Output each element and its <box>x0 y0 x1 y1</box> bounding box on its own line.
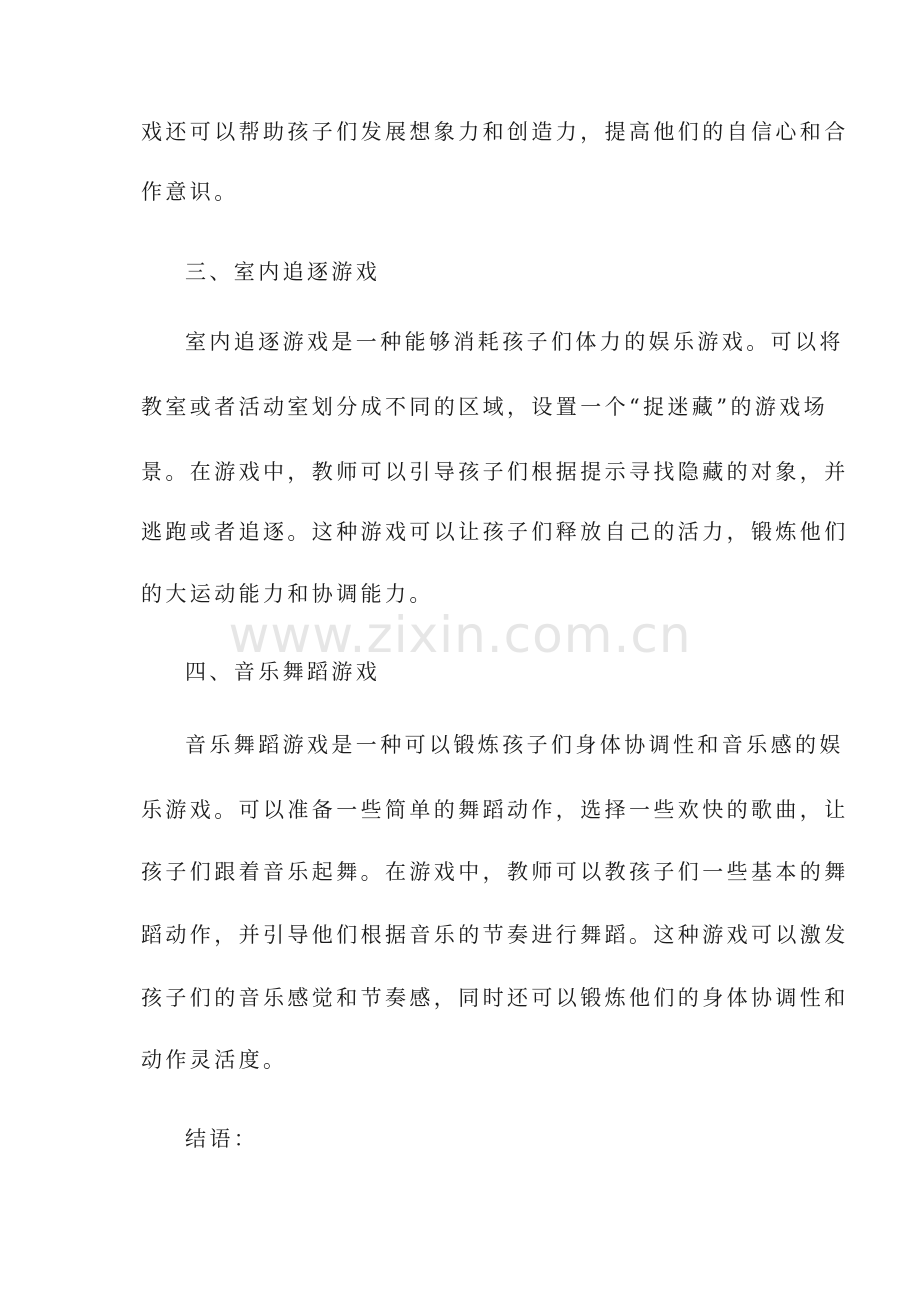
paragraph-line: 的大运动能力和协调能力。 <box>141 582 434 606</box>
paragraph-line: 蹈动作，并引导他们根据音乐的节奏进行舞蹈。这种游戏可以激发 <box>141 923 849 947</box>
section-heading-3: 三、室内追逐游戏 <box>185 260 381 284</box>
paragraph-line: 动作灵活度。 <box>141 1048 288 1072</box>
paragraph-line: 孩子们跟着音乐起舞。在游戏中，教师可以教孩子们一些基本的舞 <box>141 860 849 884</box>
paragraph-line: 逃跑或者追逐。这种游戏可以让孩子们释放自己的活力，锻炼他们 <box>141 520 849 544</box>
paragraph-line: 孩子们的音乐感觉和节奏感，同时还可以锻炼他们的身体协调性和 <box>141 986 849 1010</box>
section-heading-4: 四、音乐舞蹈游戏 <box>185 660 381 684</box>
conclusion-heading: 结语： <box>185 1127 259 1151</box>
paragraph-line: 乐游戏。可以准备一些简单的舞蹈动作，选择一些欢快的歌曲，让 <box>141 798 849 822</box>
paragraph-line: 音乐舞蹈游戏是一种可以锻炼孩子们身体协调性和音乐感的娱 <box>185 733 844 757</box>
paragraph-line: 景。在游戏中，教师可以引导孩子们根据提示寻找隐藏的对象，并 <box>141 460 849 484</box>
watermark-text: www.zixin.com.cn <box>228 606 692 664</box>
paragraph-line: 教室或者活动室划分成不同的区域，设置一个“捉迷藏”的游戏场 <box>141 395 829 419</box>
paragraph-line: 作意识。 <box>141 180 239 204</box>
paragraph-line: 戏还可以帮助孩子们发展想象力和创造力，提高他们的自信心和合 <box>141 120 849 144</box>
paragraph-line: 室内追逐游戏是一种能够消耗孩子们体力的娱乐游戏。可以将 <box>185 330 844 354</box>
